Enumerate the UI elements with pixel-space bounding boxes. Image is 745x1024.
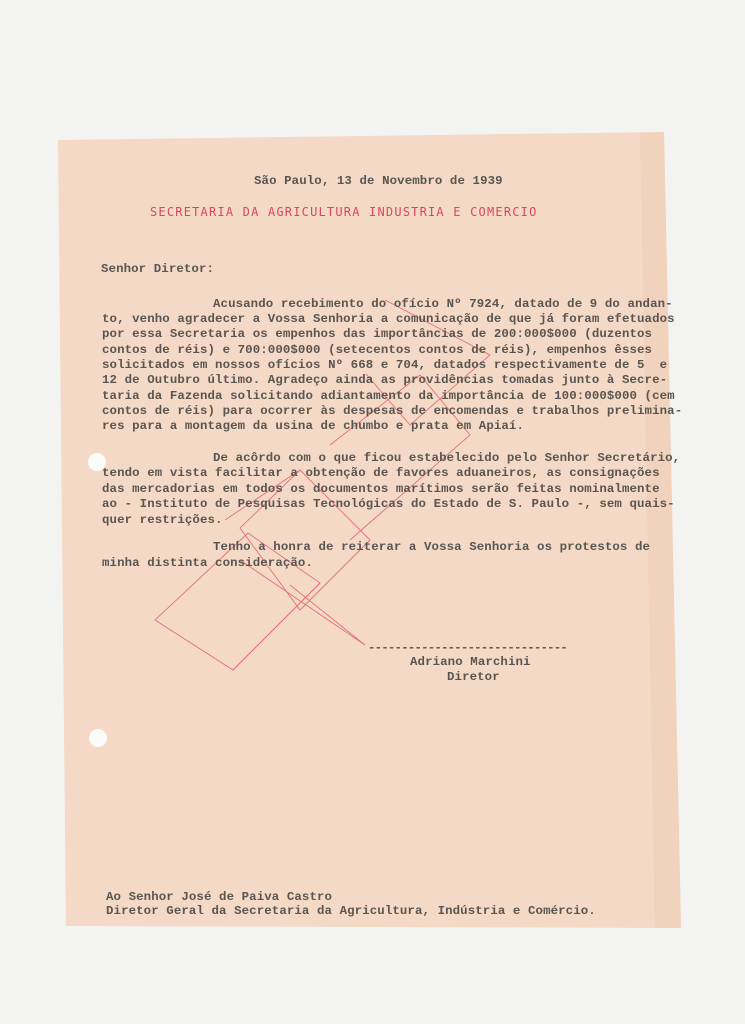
signature-line: ------------------------------ bbox=[368, 641, 568, 655]
paragraph-line: to, venho agradecer a Vossa Senhoria a comunicação de que já foram efetuados bbox=[102, 312, 675, 326]
paragraph-line: ao - Instituto de Pesquisas Tecnológicas do Estado de S. Paulo -, sem quais- bbox=[102, 497, 675, 511]
paragraph-line: por essa Secretaria os empenhos das importâncias de 200:000$000 (duzentos bbox=[102, 327, 653, 341]
paragraph-line: Acusando recebimento do ofício Nº 7924, datado de 9 do andan- bbox=[213, 297, 673, 311]
signer-title: Diretor bbox=[447, 670, 500, 684]
paragraph-line: Tenho a honra de reiterar a Vossa Senhoria os protestos de bbox=[213, 540, 651, 554]
signer-name: Adriano Marchini bbox=[410, 655, 531, 669]
paragraph-line: contos de réis) para ocorrer às despesas de encomendas e trabalhos prelimina- bbox=[102, 404, 683, 418]
date-line: São Paulo, 13 de Novembro de 1939 bbox=[254, 174, 503, 188]
paragraph-line: 12 de Outubro último. Agradeço ainda as providências tomadas junto à Secre- bbox=[102, 373, 668, 387]
letterhead: SECRETARIA DA AGRICULTURA INDUSTRIA E COMERCIO bbox=[150, 205, 538, 219]
addressee-line: Diretor Geral da Secretaria da Agricultura, Indústria e Comércio. bbox=[106, 904, 596, 918]
paragraph-line: minha distinta consideração. bbox=[102, 556, 313, 570]
paragraph-line: contos de réis) e 700:000$000 (setecentos contos de réis), empenhos êsses bbox=[102, 343, 653, 357]
paragraph-line: tendo em vista facilitar a obtenção de favores aduaneiros, as consignações bbox=[102, 466, 660, 480]
paragraph-line: res para a montagem da usina de chumbo e prata em Apiaí. bbox=[102, 419, 524, 433]
addressee-line: Ao Senhor José de Paiva Castro bbox=[106, 890, 333, 904]
punch-hole-bottom bbox=[89, 729, 107, 747]
paragraph-line: das mercadorias em todos os documentos marítimos serão feitas nominalmente bbox=[102, 482, 660, 496]
paragraph-line: quer restrições. bbox=[102, 513, 223, 527]
paragraph-line: solicitados em nossos ofícios Nº 668 e 704, datados respectivamente de 5 e bbox=[102, 358, 668, 372]
paragraph-line: taria da Fazenda solicitando adiantamento da importância de 100:000$000 (cem bbox=[102, 389, 675, 403]
paragraph-line: De acôrdo com o que ficou estabelecido pelo Senhor Secretário, bbox=[213, 451, 681, 465]
salutation: Senhor Diretor: bbox=[101, 262, 215, 276]
